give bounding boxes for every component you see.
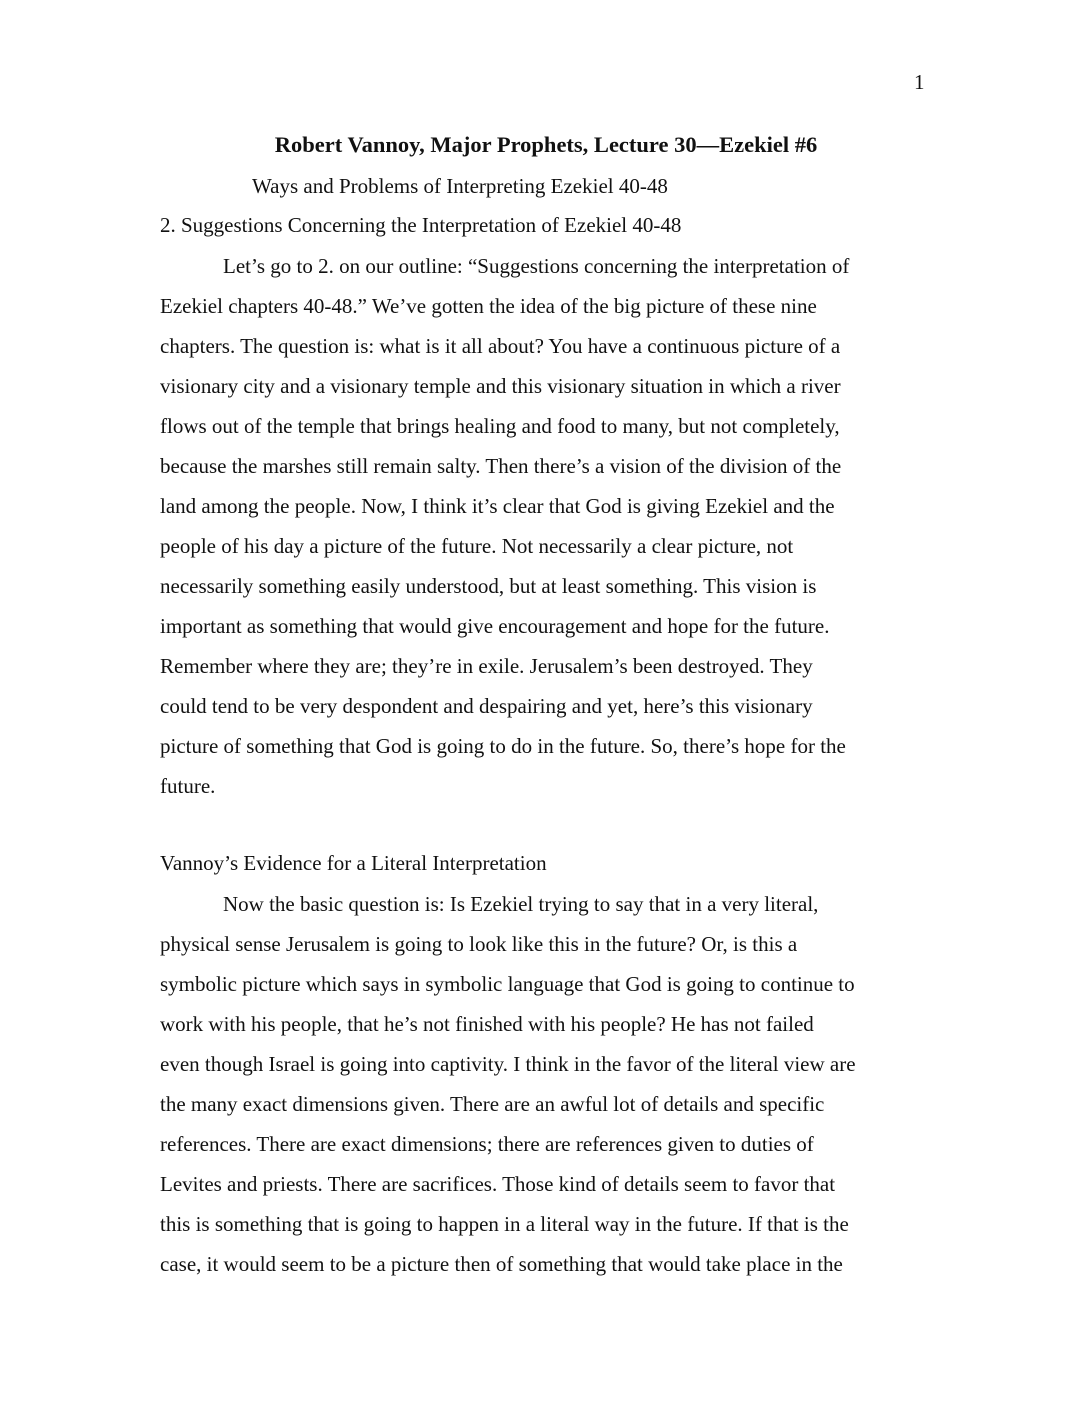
paragraph-line: this is something that is going to happen in a literal way in the future. If that is the — [160, 1212, 849, 1236]
paragraph-line: work with his people, that he’s not finished with his people? He has not failed — [160, 1012, 814, 1036]
paragraph-line: future. — [160, 774, 216, 798]
paragraph-line: symbolic picture which says in symbolic language that God is going to continue to — [160, 972, 855, 996]
paragraph-line: Levites and priests. There are sacrifices. Those kind of details seem to favor that — [160, 1172, 836, 1196]
paragraph-line: Remember where they are; they’re in exile. Jerusalem’s been destroyed. They — [160, 654, 813, 678]
paragraph-line: because the marshes still remain salty. Then there’s a vision of the division of the — [160, 454, 842, 478]
paragraph-line: necessarily something easily understood, but at least something. This vision is — [160, 574, 817, 598]
paragraph-line: the many exact dimensions given. There are an awful lot of details and specific — [160, 1092, 825, 1116]
paragraph-line: Ezekiel chapters 40-48.” We’ve gotten the idea of the big picture of these nine — [160, 294, 817, 318]
paragraph-line: chapters. The question is: what is it all about? You have a continuous picture of a — [160, 334, 841, 358]
document-title: Robert Vannoy, Major Prophets, Lecture 30—Ezekiel #6 — [274, 132, 818, 157]
section-heading-literal-evidence: Vannoy’s Evidence for a Literal Interpretation — [160, 851, 547, 875]
paragraph-line: Let’s go to 2. on our outline: “Suggestions concerning the interpretation of — [223, 254, 850, 278]
paragraph-line: even though Israel is going into captivity. I think in the favor of the literal view are — [160, 1052, 856, 1076]
paragraph-line: case, it would seem to be a picture then of something that would take place in the — [160, 1252, 843, 1276]
paragraph-line: people of his day a picture of the future. Not necessarily a clear picture, not — [160, 534, 794, 558]
page-number: 1 — [914, 70, 925, 94]
section-heading-suggestions: 2. Suggestions Concerning the Interpretation of Ezekiel 40-48 — [160, 213, 682, 237]
paragraph-line: important as something that would give encouragement and hope for the future. — [160, 614, 830, 638]
paragraph-literal-evidence — [160, 884, 930, 1284]
paragraph-line: references. There are exact dimensions; there are references given to duties of — [160, 1132, 814, 1156]
paragraph-line: land among the people. Now, I think it’s clear that God is giving Ezekiel and the — [160, 494, 835, 518]
paragraph-line: Now the basic question is: Is Ezekiel trying to say that in a very literal, — [223, 892, 819, 916]
paragraph-line: could tend to be very despondent and despairing and yet, here’s this visionary — [160, 694, 813, 718]
paragraph-line: flows out of the temple that brings healing and food to many, but not completely, — [160, 414, 840, 438]
paragraph-line: visionary city and a visionary temple and this visionary situation in which a river — [160, 374, 841, 398]
paragraph-line: picture of something that God is going to do in the future. So, there’s hope for the — [160, 734, 846, 758]
paragraph-line: physical sense Jerusalem is going to look like this in the future? Or, is this a — [160, 932, 798, 956]
document-subtitle: Ways and Problems of Interpreting Ezekiel 40-48 — [252, 174, 668, 198]
paragraph-suggestions — [160, 246, 930, 806]
